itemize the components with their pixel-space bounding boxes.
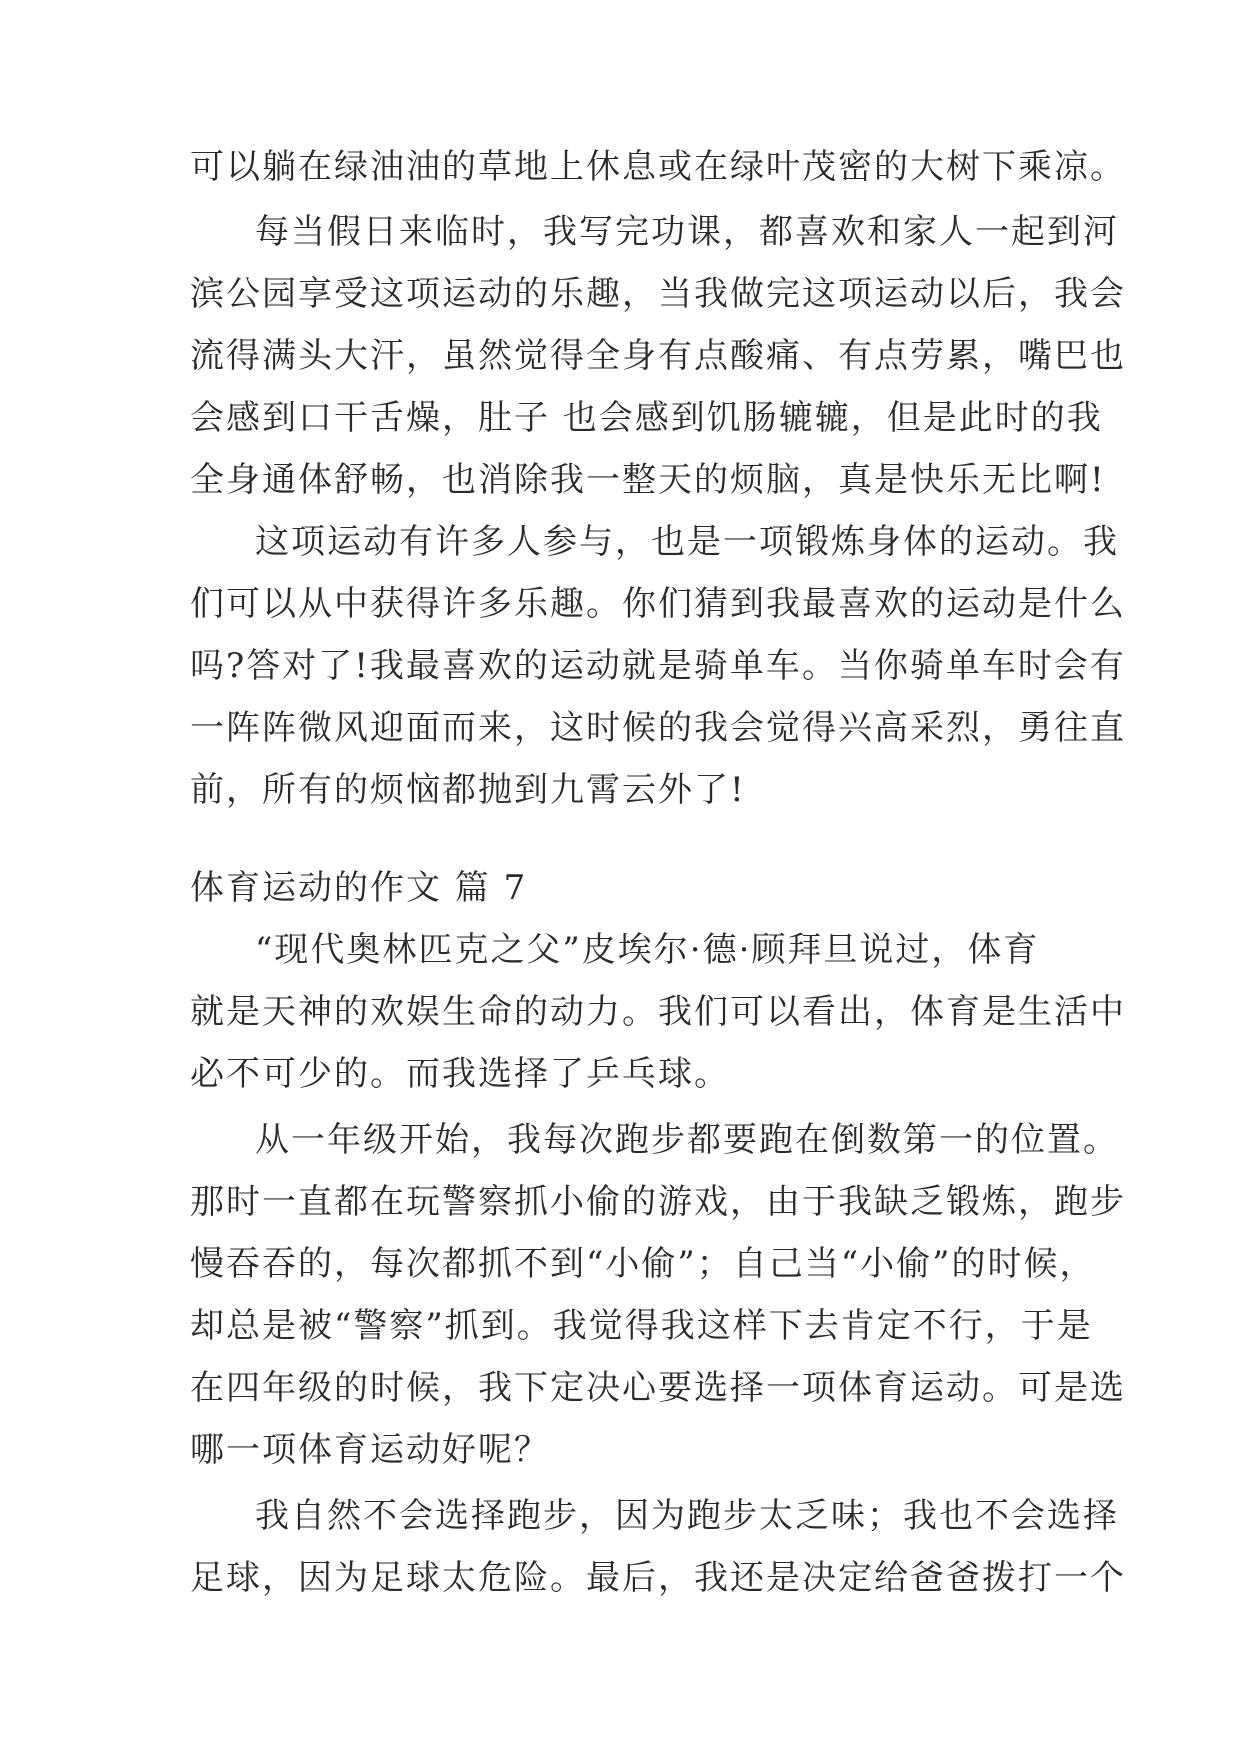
text-line: 流得满头大汗，虽然觉得全身有点酸痛、有点劳累，嘴巴也 bbox=[190, 336, 1126, 376]
text-line: 在四年级的时候，我下定决心要选择一项体育运动。可是选 bbox=[190, 1368, 1126, 1408]
paragraph-start-line: 从一年级开始，我每次跑步都要跑在倒数第一的位置。 bbox=[255, 1120, 1119, 1160]
text-line: 前，所有的烦恼都抛到九霄云外了! bbox=[190, 770, 746, 810]
paragraph-start-line: 每当假日来临时，我写完功课，都喜欢和家人一起到河 bbox=[255, 212, 1119, 252]
text-line: 可以躺在绿油油的草地上休息或在绿叶茂密的大树下乘凉。 bbox=[190, 147, 1126, 187]
text-line: 就是天神的欢娱生命的动力。我们可以看出，体育是生活中 bbox=[190, 992, 1126, 1032]
text-line: 全身通体舒畅，也消除我一整天的烦脑，真是快乐无比啊! bbox=[190, 460, 1106, 500]
text-line: 会感到口干舌燥，肚子 也会感到饥肠辘辘，但是此时的我 bbox=[190, 398, 1103, 438]
text-line: 们可以从中获得许多乐趣。你们猜到我最喜欢的运动是什么 bbox=[190, 584, 1126, 624]
section-heading: 体育运动的作文 篇 7 bbox=[190, 868, 528, 908]
text-line: 慢吞吞的，每次都抓不到“小偷”；自己当“小偷”的时候， bbox=[190, 1244, 1096, 1284]
paragraph-start-line: “现代奥林匹克之父”皮埃尔·德·顾拜旦说过，体育 bbox=[255, 930, 1040, 970]
text-line: 足球，因为足球太危险。最后，我还是决定给爸爸拨打一个 bbox=[190, 1558, 1126, 1598]
text-line: 吗?答对了!我最喜欢的运动就是骑单车。当你骑单车时会有 bbox=[190, 646, 1126, 686]
text-line: 一阵阵微风迎面而来，这时候的我会觉得兴高采烈，勇往直 bbox=[190, 708, 1126, 748]
text-line: 必不可少的。而我选择了乒乓球。 bbox=[190, 1054, 730, 1094]
paragraph-start-line: 这项运动有许多人参与，也是一项锻炼身体的运动。我 bbox=[255, 522, 1119, 562]
text-line: 却总是被“警察”抓到。我觉得我这样下去肯定不行，于是 bbox=[190, 1306, 1093, 1346]
text-line: 哪一项体育运动好呢？ bbox=[190, 1430, 550, 1470]
text-line: 那时一直都在玩警察抓小偷的游戏，由于我缺乏锻炼，跑步 bbox=[190, 1182, 1126, 1222]
paragraph-start-line: 我自然不会选择跑步，因为跑步太乏味；我也不会选择 bbox=[255, 1496, 1119, 1536]
text-line: 滨公园享受这项运动的乐趣，当我做完这项运动以后，我会 bbox=[190, 274, 1126, 314]
